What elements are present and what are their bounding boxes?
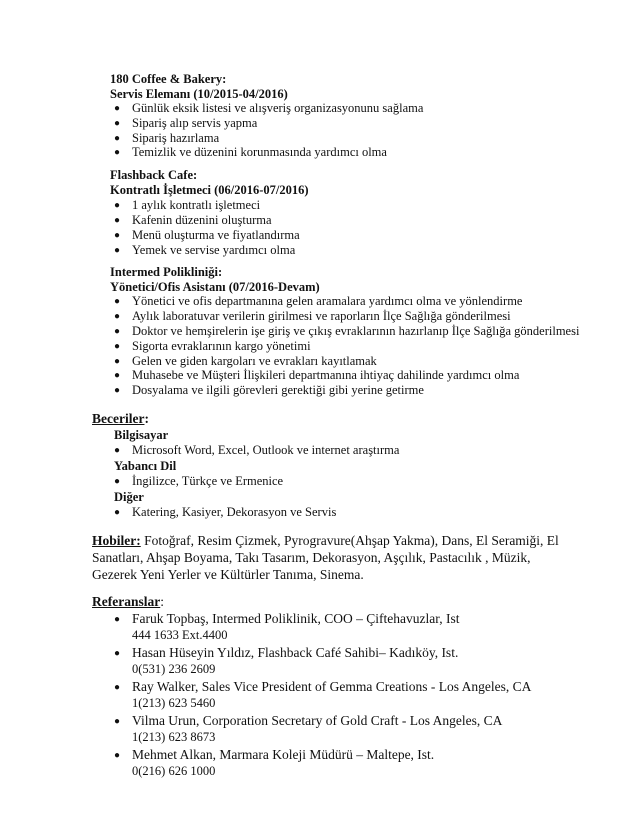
list-item: ● Dosyalama ve ilgili görevleri gerektiği gibi yerine getirme [114, 383, 424, 397]
bullet-icon: ● [114, 147, 121, 158]
bullet-icon: ● [114, 476, 121, 487]
bullet-icon: ● [114, 445, 121, 456]
reference-name: ● Vilma Urun, Corporation Secretary of Gold Craft - Los Angeles, CA [114, 713, 503, 728]
bullet-icon: ● [114, 356, 121, 367]
bullet-icon: ● [114, 341, 121, 352]
list-item: ● Yemek ve servise yardımcı olma [114, 243, 296, 257]
bullet-icon: ● [114, 750, 121, 761]
job-company: Flashback Cafe: [110, 168, 198, 182]
job-role: Kontratlı İşletmeci (06/2016-07/2016) [110, 183, 309, 197]
list-item: ● Gelen ve giden kargoları ve evrakları kayıtlamak [114, 354, 377, 368]
job-company: Intermed Polikliniği: [110, 265, 223, 279]
list-item: ● Doktor ve hemşirelerin işe giriş ve çıkış evraklarının hazırlanıp İlçe Sağlığa gönderilmesi [114, 324, 580, 338]
reference-phone: 444 1633 Ext.4400 [132, 628, 228, 642]
skill-group-title: Bilgisayar [114, 428, 169, 442]
bullet-icon: ● [114, 118, 121, 129]
list-item: ● Menü oluşturma ve fiyatlandırma [114, 228, 300, 242]
bullet-icon: ● [114, 133, 121, 144]
reference-name: ● Faruk Topbaş, Intermed Poliklinik, COO – Çiftehavuzlar, Ist [114, 611, 460, 626]
reference-name: ● Mehmet Alkan, Marmara Koleji Müdürü – Maltepe, Ist. [114, 747, 435, 762]
reference-phone: 0(216) 626 1000 [132, 764, 216, 778]
list-item: ● 1 aylık kontratlı işletmeci [114, 198, 261, 212]
reference-name: ● Hasan Hüseyin Yıldız, Flashback Café Sahibi– Kadıköy, Ist. [114, 645, 459, 660]
bullet-icon: ● [114, 245, 121, 256]
section-heading-hobbies: Hobiler: [92, 533, 141, 548]
reference-phone: 0(531) 236 2609 [132, 662, 216, 676]
list-item: ● Sipariş alıp servis yapma [114, 116, 258, 130]
hobbies-line: Sanatları, Ahşap Boyama, Takı Tasarım, Dekorasyon, Aşçılık, Pastacılık , Müzik, [92, 550, 531, 565]
bullet-icon: ● [114, 682, 121, 693]
section-heading-references: Referanslar: [92, 594, 164, 609]
list-item: ● Yönetici ve ofis departmanına gelen aramalara yardımcı olma ve yönlendirme [114, 294, 523, 308]
list-item: ● Sipariş hazırlama [114, 131, 220, 145]
hobbies-line: Gezerek Yeni Yerler ve Kültürler Tanıma, Sinema. [92, 567, 364, 582]
bullet-icon: ● [114, 648, 121, 659]
bullet-icon: ● [114, 296, 121, 307]
bullet-icon: ● [114, 215, 121, 226]
bullet-icon: ● [114, 326, 121, 337]
reference-phone: 1(213) 623 8673 [132, 730, 216, 744]
bullet-icon: ● [114, 370, 121, 381]
job-role: Yönetici/Ofis Asistanı (07/2016-Devam) [110, 280, 320, 294]
bullet-icon: ● [114, 200, 121, 211]
skill-group-title: Diğer [114, 490, 144, 504]
bullet-icon: ● [114, 507, 121, 518]
hobbies-line: Hobiler: Fotoğraf, Resim Çizmek, Pyrogravure(Ahşap Yakma), Dans, El Seramiği, El [92, 533, 559, 548]
job-company: 180 Coffee & Bakery: [110, 72, 227, 86]
bullet-icon: ● [114, 311, 121, 322]
bullet-icon: ● [114, 103, 121, 114]
bullet-icon: ● [114, 614, 121, 625]
reference-name: ● Ray Walker, Sales Vice President of Gemma Creations - Los Angeles, CA [114, 679, 532, 694]
list-item: ● Günlük eksik listesi ve alışveriş organizasyonunu sağlama [114, 101, 424, 115]
reference-phone: 1(213) 623 5460 [132, 696, 216, 710]
list-item: ● Muhasebe ve Müşteri İlişkileri departmanına ihtiyaç dahilinde yardımcı olma [114, 368, 520, 382]
bullet-icon: ● [114, 385, 121, 396]
bullet-icon: ● [114, 716, 121, 727]
list-item: ● Aylık laboratuvar verilerin girilmesi ve raporların İlçe Sağlığa gönderilmesi [114, 309, 511, 323]
list-item: ● Sigorta evraklarının kargo yönetimi [114, 339, 311, 353]
skill-group-title: Yabancı Dil [114, 459, 177, 473]
list-item: ● Katering, Kasiyer, Dekorasyon ve Servis [114, 505, 337, 519]
bullet-icon: ● [114, 230, 121, 241]
list-item: ● Kafenin düzenini oluşturma [114, 213, 272, 227]
job-role: Servis Elemanı (10/2015-04/2016) [110, 87, 288, 101]
list-item: ● Microsoft Word, Excel, Outlook ve internet araştırma [114, 443, 400, 457]
list-item: ● İngilizce, Türkçe ve Ermenice [114, 474, 284, 488]
section-heading-skills: Beceriler: [92, 411, 149, 426]
list-item: ● Temizlik ve düzenini korunmasında yardımcı olma [114, 145, 387, 159]
